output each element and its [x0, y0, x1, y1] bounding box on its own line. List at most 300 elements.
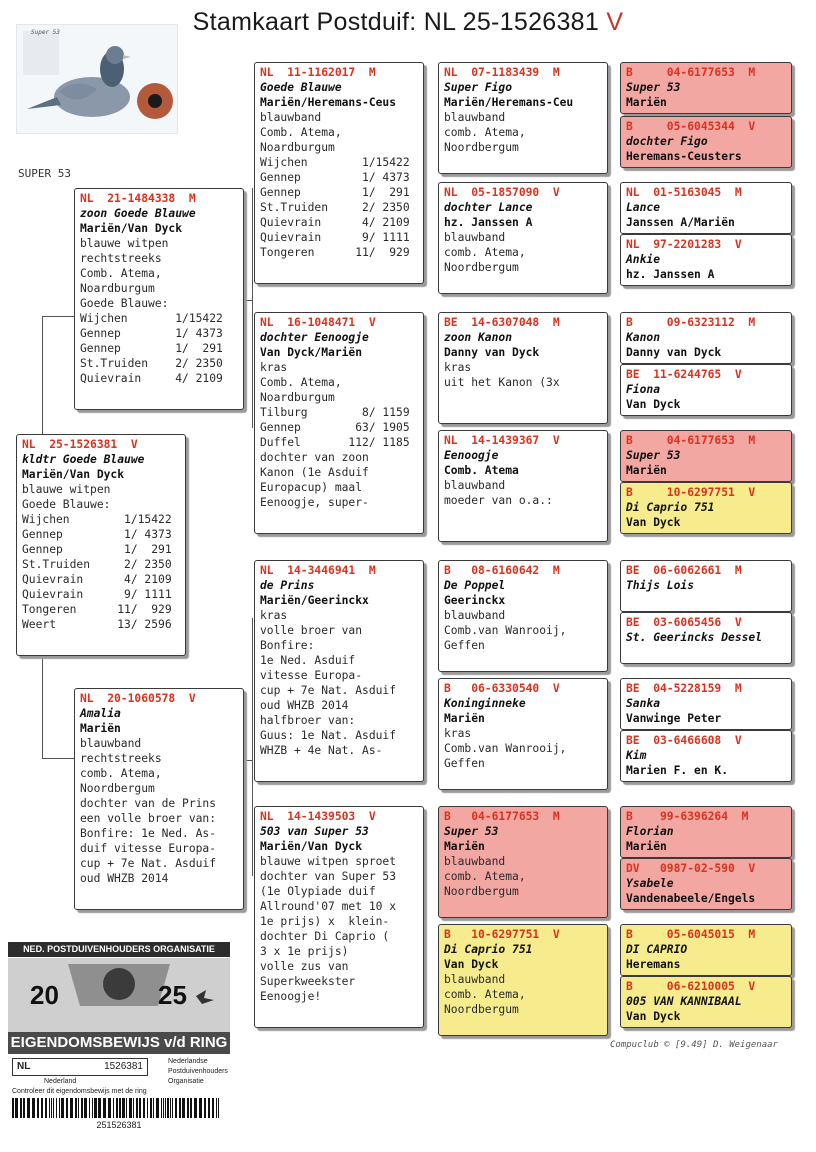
detail-line: Gennep 1/ 291 [22, 543, 172, 556]
barcode-bar [92, 1098, 93, 1118]
year-right: 25 [158, 980, 187, 1010]
detail-line: Noordbergum [80, 782, 155, 795]
barcode-bar [37, 1098, 39, 1118]
barcode-bar [12, 1098, 14, 1118]
pedigree-card-ff [254, 62, 424, 284]
barcode-bar [41, 1098, 43, 1118]
detail-line: Eenoogje! [260, 990, 322, 1003]
owner-name: Mariën [444, 840, 485, 853]
ring-number: B 06-6330540 V [444, 682, 560, 695]
detail-line: blauwband [444, 855, 506, 868]
pedigree-card-g10 [620, 612, 792, 664]
pedigree-card-father [74, 188, 244, 410]
detail-line: Gennep 1/ 4373 [80, 327, 223, 340]
ring-number: BE 14-6307048 M [444, 316, 560, 329]
detail-line: Goede Blauwe: [80, 297, 169, 310]
org-line-3: Organisatie [168, 1078, 204, 1085]
detail-line: Gennep 1/ 291 [260, 186, 410, 199]
detail-line: comb. Atema, [444, 988, 526, 1001]
ring-number: NL 16-1048471 V [260, 316, 376, 329]
barcode-bar [194, 1098, 197, 1118]
pigeon-name: Thijs Lois [626, 579, 695, 592]
detail-line: 1e Ned. Asduif [260, 654, 356, 667]
pigeon-image [17, 25, 177, 133]
barcode-bar [23, 1098, 25, 1118]
ring-number: NL 01-5163045 M [626, 186, 742, 199]
pigeon-name: Ankie [626, 253, 661, 266]
pigeon-name: kldtr Goede Blauwe [22, 453, 145, 466]
pigeon-name: dochter Eenoogje [260, 331, 369, 344]
ring-number: B 09-6323112 M [626, 316, 756, 329]
ring-number: DV 0987-02-590 V [626, 862, 756, 875]
detail-line: Bonfire: 1e Ned. As- [80, 827, 217, 840]
ring-number: B 06-6210005 V [626, 980, 756, 993]
pedigree-card-fm [254, 312, 424, 534]
owner-name: Mariën/Heremans-Ceus [260, 96, 397, 109]
connector-line [42, 316, 74, 317]
barcode-bar [150, 1098, 152, 1118]
ring-number: 1526381 [104, 1061, 143, 1072]
owner-name: Comb. Atema [444, 464, 519, 477]
pigeon-name: Florian [626, 825, 674, 838]
detail-line: Noordbergum [444, 885, 519, 898]
detail-line: Quievrain 9/ 1111 [22, 588, 172, 601]
ring-number: BE 11-6244765 V [626, 368, 742, 381]
pigeon-name: dochter Lance [444, 201, 533, 214]
detail-line: dochter van de Prins [80, 797, 217, 810]
detail-line: Gennep 1/ 4373 [22, 528, 172, 541]
owner-name: hz. Janssen A [626, 268, 715, 281]
detail-line: rechtstreeks [80, 252, 162, 265]
ring-number: NL 14-1439367 V [444, 434, 560, 447]
pedigree-card-g4 [620, 234, 792, 286]
pigeon-name: St. Geerincks Dessel [626, 631, 763, 644]
connector-line [252, 188, 253, 428]
barcode-bar [161, 1098, 162, 1118]
barcode-bar [61, 1098, 64, 1118]
owner-name: Mariën/Heremans-Ceu [444, 96, 574, 109]
detail-line: Comb. Atema, [260, 126, 342, 139]
detail-line: Duffel 112/ 1185 [260, 436, 410, 449]
detail-line: Eenoogje, super- [260, 496, 369, 509]
barcode-bar [116, 1098, 118, 1118]
barcode-bar [94, 1098, 97, 1118]
detail-line: Noordbergum [444, 1003, 519, 1016]
detail-line: comb. Atema, [444, 126, 526, 139]
detail-line: blauwband [444, 609, 506, 622]
barcode-bar [66, 1098, 68, 1118]
pedigree-card-g9 [620, 560, 792, 612]
pedigree-card-g14 [620, 858, 792, 910]
owner-name: Vanwinge Peter [626, 712, 722, 725]
pedigree-card-mff [438, 560, 608, 672]
ring-number: BE 03-6065456 V [626, 616, 742, 629]
detail-line: moeder van o.a.: [444, 494, 553, 507]
certificate-header: NED. POSTDUIVENHOUDERS ORGANISATIE [8, 942, 230, 957]
owner-name: Danny van Dyck [444, 346, 540, 359]
pigeon-photo [16, 24, 178, 134]
detail-line: een volle broer van: [80, 812, 217, 825]
pigeon-name: 503 van Super 53 [260, 825, 369, 838]
ring-number: B 04-6177653 M [444, 810, 560, 823]
barcode-bar [75, 1098, 77, 1118]
detail-line: Geffen [444, 757, 485, 770]
detail-line: uit het Kanon (3x [444, 376, 560, 389]
barcode-bar [175, 1098, 177, 1118]
barcode-bar [53, 1098, 54, 1118]
detail-line: Noordbergum [444, 141, 519, 154]
year-left: 20 [30, 980, 59, 1010]
ring-number: NL 14-3446941 M [260, 564, 376, 577]
detail-line: blauwband [444, 479, 506, 492]
pigeon-name: Koninginneke [444, 697, 526, 710]
org-line-2: Postduivenhouders [168, 1068, 228, 1075]
pedigree-card-g2 [620, 116, 792, 168]
owner-name: Janssen A/Mariën [626, 216, 735, 229]
pedigree-card-g3 [620, 182, 792, 234]
ring-number-box [12, 1058, 148, 1076]
detail-line: (1e Olypiade duif [260, 885, 376, 898]
detail-line: blauwe witpen [80, 237, 169, 250]
detail-line: dochter Di Caprio ( [260, 930, 390, 943]
country-name: Nederland [44, 1078, 77, 1085]
detail-line: vitesse Europa- [260, 669, 363, 682]
detail-line: Weert 13/ 2596 [22, 618, 172, 631]
barcode-bar [27, 1098, 30, 1118]
barcode-bar [122, 1098, 125, 1118]
barcode-bar [113, 1098, 114, 1118]
title-text: Stamkaart Postduif: NL 25-1526381 [192, 8, 600, 36]
owner-name: Van Dyck [444, 958, 499, 971]
barcode-bar [45, 1098, 47, 1118]
pigeon-name: Super 53 [444, 825, 499, 838]
pedigree-card-mm [254, 806, 424, 1028]
barcode-bar [167, 1098, 169, 1118]
pigeon-name: zoon Goede Blauwe [80, 207, 196, 220]
owner-name: Marien F. en K. [626, 764, 729, 777]
pedigree-card-mmm [438, 924, 608, 1036]
detail-line: Gennep 63/ 1905 [260, 421, 410, 434]
detail-line: Noardburgum [80, 282, 155, 295]
barcode-bar [163, 1098, 164, 1118]
barcode-bar [20, 1098, 22, 1118]
detail-line: Comb. Atema, [80, 267, 162, 280]
owner-name: Mariën/Van Dyck [22, 468, 125, 481]
ring-number: NL 21-1484338 M [80, 192, 196, 205]
footer-credit: Compuclub © [9.49] D. Weigenaar [610, 1040, 778, 1050]
detail-line: Tongeren 11/ 929 [22, 603, 172, 616]
owner-name: Mariën [80, 722, 121, 735]
owner-name: Mariën/Geerinckx [260, 594, 369, 607]
pigeon-name: De Poppel [444, 579, 506, 592]
pedigree-card-g13 [620, 806, 792, 858]
ring-number: NL 97-2201283 V [626, 238, 742, 251]
pigeon-name: Ysabele [626, 877, 674, 890]
detail-line: volle zus van [260, 960, 349, 973]
detail-line: Wijchen 1/15422 [80, 312, 223, 325]
ring-number: NL 14-1439503 V [260, 810, 376, 823]
detail-line: Goede Blauwe: [22, 498, 111, 511]
detail-line: Kanon (1e Asduif [260, 466, 369, 479]
barcode-bar [32, 1098, 35, 1118]
side-label: SUPER 53 [18, 167, 71, 180]
detail-line: Europacup) maal [260, 481, 363, 494]
pedigree-card-g8 [620, 482, 792, 534]
detail-line: blauwe witpen [22, 483, 111, 496]
pedigree-card-g11 [620, 678, 792, 730]
barcode-bar [143, 1098, 145, 1118]
barcode-bar [70, 1098, 73, 1118]
detail-line: blauwe witpen sproet [260, 855, 397, 868]
detail-line: Quievrain 4/ 2109 [260, 216, 410, 229]
detail-line: Comb.van Wanrooij, [444, 624, 567, 637]
owner-name: Mariën/Van Dyck [80, 222, 183, 235]
barcode-bar [170, 1098, 171, 1118]
barcode-bar [212, 1098, 214, 1118]
barcode-bar [103, 1098, 106, 1118]
ring-number: B 05-6045015 M [626, 928, 756, 941]
detail-line: kras [260, 361, 288, 374]
connector-line [42, 758, 74, 759]
ring-number: NL 11-1162017 M [260, 66, 376, 79]
owner-name: Mariën/Van Dyck [260, 840, 363, 853]
detail-line: WHZB + 4e Nat. As- [260, 744, 383, 757]
detail-line: duif vitesse Europa- [80, 842, 217, 855]
barcode-bar [147, 1098, 148, 1118]
connector-line [244, 300, 253, 301]
owner-name: Danny van Dyck [626, 346, 722, 359]
barcode-bar [89, 1098, 90, 1118]
pedigree-card-ffm [438, 182, 608, 294]
detail-line: rechtstreeks [80, 752, 162, 765]
ring-number: BE 04-5228159 M [626, 682, 742, 695]
pigeon-name: Goede Blauwe [260, 81, 342, 94]
ring-number: BE 03-6466608 V [626, 734, 742, 747]
owner-name: Mariën [626, 840, 667, 853]
detail-line: blauwband [80, 737, 142, 750]
detail-line: 1e prijs) x klein- [260, 915, 390, 928]
owner-name: Van Dyck/Mariën [260, 346, 363, 359]
pedigree-card-mmf [438, 806, 608, 918]
pigeon-name: Di Caprio 751 [444, 943, 533, 956]
detail-line: 3 x 1e prijs) [260, 945, 349, 958]
barcode-bar [182, 1098, 185, 1118]
pigeon-name: zoon Kanon [444, 331, 513, 344]
owner-name: Heremans [626, 958, 681, 971]
ring-number: BE 06-6062661 M [626, 564, 742, 577]
owner-name: Van Dyck [626, 516, 681, 529]
owner-name: hz. Janssen A [444, 216, 533, 229]
detail-line: St.Truiden 2/ 2350 [260, 201, 410, 214]
detail-line: St.Truiden 2/ 2350 [80, 357, 223, 370]
barcode-bar [108, 1098, 111, 1118]
owner-name: Van Dyck [626, 398, 681, 411]
barcode-bar [165, 1098, 166, 1118]
owner-name: Mariën [626, 464, 667, 477]
detail-line: Noordbergum [444, 261, 519, 274]
pedigree-card-subject [16, 434, 186, 656]
pedigree-card-mf [254, 560, 424, 782]
detail-line: volle broer van [260, 624, 363, 637]
detail-line: kras [444, 361, 472, 374]
detail-line: Quievrain 9/ 1111 [260, 231, 410, 244]
pedigree-card-g1 [620, 62, 792, 114]
detail-line: Comb. Atema, [260, 376, 342, 389]
ring-number: NL 20-1060578 V [80, 692, 196, 705]
pedigree-card-g12 [620, 730, 792, 782]
barcode-bar [139, 1098, 141, 1118]
pigeon-name: 005 VAN KANNIBAAL [626, 995, 742, 1008]
photo-caption: Super 53 [31, 29, 60, 36]
pigeon-name: Super 53 [626, 81, 681, 94]
barcode-bar [156, 1098, 159, 1118]
barcode-bar [179, 1098, 181, 1118]
detail-line: Wijchen 1/15422 [260, 156, 410, 169]
pigeon-name: Sanka [626, 697, 661, 710]
detail-line: blauwband [260, 111, 322, 124]
ring-number: NL 07-1183439 M [444, 66, 560, 79]
barcode-bar [78, 1098, 79, 1118]
detail-line: blauwband [444, 111, 506, 124]
pedigree-card-g5 [620, 312, 792, 364]
detail-line: St.Truiden 2/ 2350 [22, 558, 172, 571]
owner-name: Heremans-Ceusters [626, 150, 742, 163]
ring-number: B 04-6177653 M [626, 66, 756, 79]
pigeon-name: Lance [626, 201, 661, 214]
detail-line: blauwband [444, 231, 506, 244]
barcode-bar [204, 1098, 206, 1118]
pigeon-name: dochter Figo [626, 135, 708, 148]
detail-line: Comb.van Wanrooij, [444, 742, 567, 755]
org-line-1: Nederlandse [168, 1058, 208, 1065]
detail-line: Geffen [444, 639, 485, 652]
detail-line: Gennep 1/ 4373 [260, 171, 410, 184]
ring-number: B 10-6297751 V [626, 486, 756, 499]
connector-line [244, 760, 253, 761]
detail-line: Guus: 1e Nat. Asduif [260, 729, 397, 742]
owner-name: Van Dyck [626, 1010, 681, 1023]
pigeon-name: de Prins [260, 579, 315, 592]
pedigree-card-mfm [438, 678, 608, 790]
barcode-bar [208, 1098, 210, 1118]
owner-name: Vandenabeele/Engels [626, 892, 756, 905]
detail-line: oud WHZB 2014 [260, 699, 349, 712]
barcode-bar [216, 1098, 217, 1118]
ring-number: B 99-6396264 M [626, 810, 749, 823]
pigeon-name: Super 53 [626, 449, 681, 462]
owner-name: Mariën [444, 712, 485, 725]
detail-line: Quievrain 4/ 2109 [80, 372, 223, 385]
owner-name: Geerinckx [444, 594, 506, 607]
barcode-bar [51, 1098, 52, 1118]
barcode-bar [153, 1098, 154, 1118]
barcode-bar [15, 1098, 18, 1118]
detail-line: blauwband [444, 973, 506, 986]
detail-line: Quievrain 4/ 2109 [22, 573, 172, 586]
ownership-certificate [8, 940, 230, 1136]
ring-number: B 04-6177653 M [626, 434, 756, 447]
pigeon-name: Di Caprio 751 [626, 501, 715, 514]
pigeon-name: Super Figo [444, 81, 513, 94]
detail-line: comb. Atema, [444, 870, 526, 883]
detail-line: Noardburgum [260, 141, 335, 154]
barcode-bar [126, 1098, 127, 1118]
detail-line: Allround'07 met 10 x [260, 900, 397, 913]
pedigree-card-g16 [620, 976, 792, 1028]
certificate-note: Controleer dit eigendomsbewijs met de ring [12, 1088, 147, 1095]
barcode-bar [49, 1098, 50, 1118]
ring-number: NL 05-1857090 V [444, 186, 560, 199]
detail-line: comb. Atema, [80, 767, 162, 780]
barcode-bar [218, 1098, 219, 1118]
ring-number: B 08-6160642 M [444, 564, 560, 577]
ring-number: NL 25-1526381 V [22, 438, 138, 451]
detail-line: kras [444, 727, 472, 740]
pigeon-name: Eenoogje [444, 449, 499, 462]
detail-line: cup + 7e Nat. Asduif [80, 857, 217, 870]
ring-number: B 10-6297751 V [444, 928, 560, 941]
barcode-bar [133, 1098, 134, 1118]
detail-line: comb. Atema, [444, 246, 526, 259]
barcode-bar [119, 1098, 121, 1118]
pigeon-name: Kim [626, 749, 647, 762]
detail-line: Superkweekster [260, 975, 356, 988]
barcode-bar [172, 1098, 173, 1118]
certificate-title: EIGENDOMSBEWIJS v/d RING [8, 1032, 230, 1054]
ring-number: B 05-6045344 V [626, 120, 756, 133]
pedigree-card-fff [438, 62, 608, 174]
country-code: NL [17, 1061, 31, 1072]
pedigree-card-mother [74, 688, 244, 910]
detail-line: dochter van zoon [260, 451, 369, 464]
detail-line: oud WHZB 2014 [80, 872, 169, 885]
title-sex: V [606, 8, 624, 36]
pedigree-card-g6 [620, 364, 792, 416]
barcode-bar [136, 1098, 138, 1118]
barcode-bar [187, 1098, 189, 1118]
detail-line: Gennep 1/ 291 [80, 342, 223, 355]
detail-line: halfbroer van: [260, 714, 356, 727]
barcode-bar [84, 1098, 87, 1118]
detail-line: Tongeren 11/ 929 [260, 246, 410, 259]
pigeon-name: Fiona [626, 383, 661, 396]
pigeon-name: Amalia [80, 707, 121, 720]
pedigree-card-g15 [620, 924, 792, 976]
detail-line: dochter van Super 53 [260, 870, 397, 883]
barcode-bar [129, 1098, 132, 1118]
detail-line: Tilburg 8/ 1159 [260, 406, 410, 419]
barcode-bar [81, 1098, 83, 1118]
barcode-bar [59, 1098, 60, 1118]
detail-line: Noardburgum [260, 391, 335, 404]
detail-line: kras [260, 609, 288, 622]
barcode-number: 251526381 [96, 1120, 142, 1130]
connector-line [252, 618, 253, 876]
detail-line: Wijchen 1/15422 [22, 513, 172, 526]
barcode-bar [56, 1098, 57, 1118]
pedigree-card-fmf [438, 312, 608, 424]
pigeon-name: Kanon [626, 331, 661, 344]
barcode-bar [190, 1098, 192, 1118]
owner-name: Mariën [626, 96, 667, 109]
pedigree-card-fmm [438, 430, 608, 542]
pigeon-name: DI CAPRIO [626, 943, 688, 956]
pedigree-card-g7 [620, 430, 792, 482]
barcode-bar [199, 1098, 202, 1118]
detail-line: cup + 7e Nat. Asduif [260, 684, 397, 697]
barcode-bar [98, 1098, 101, 1118]
barcode [12, 1098, 222, 1118]
